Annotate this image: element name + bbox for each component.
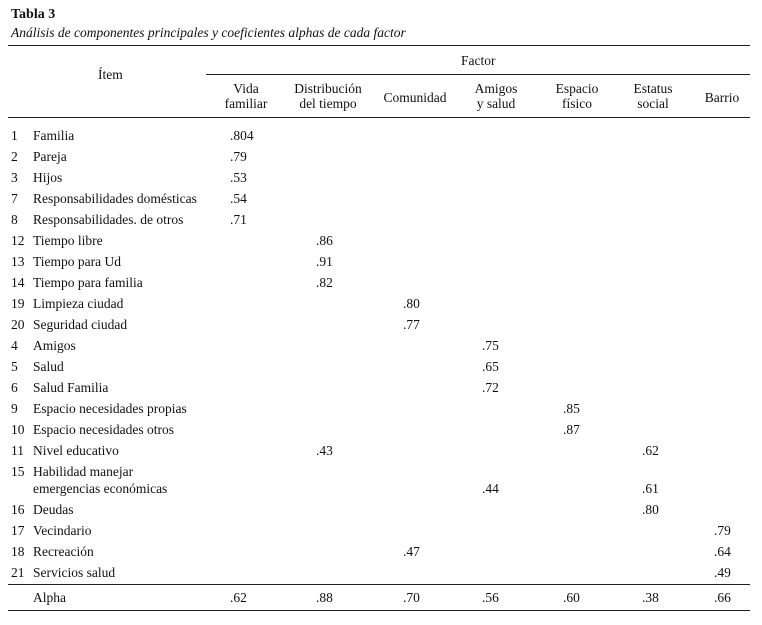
alpha-value: .88 bbox=[316, 590, 333, 605]
row-number: 14 bbox=[11, 275, 25, 290]
row-label: Salud bbox=[33, 359, 64, 374]
table-cell: .43 bbox=[316, 443, 333, 458]
table-cell: .804 bbox=[230, 128, 254, 143]
column-header: Estatus bbox=[633, 81, 673, 96]
row-number: 16 bbox=[11, 502, 25, 517]
table-cell: .65 bbox=[482, 359, 499, 374]
table-cell: .54 bbox=[230, 191, 247, 206]
row-label: Salud Familia bbox=[33, 380, 109, 395]
column-header: social bbox=[637, 96, 669, 111]
row-number: 1 bbox=[11, 128, 18, 143]
table-cell: .71 bbox=[230, 212, 247, 227]
table-cell: .47 bbox=[403, 544, 420, 559]
table-cell: .72 bbox=[482, 380, 499, 395]
row-label: Responsabilidades. de otros bbox=[33, 212, 184, 227]
table-cell: .82 bbox=[316, 275, 333, 290]
alpha-value: .38 bbox=[642, 590, 659, 605]
row-label: Amigos bbox=[33, 338, 76, 353]
table-cell: .44 bbox=[482, 481, 499, 496]
table-cell: .91 bbox=[316, 254, 333, 269]
column-header: Vida bbox=[233, 81, 259, 96]
table-cell: .79 bbox=[230, 149, 247, 164]
row-label: Deudas bbox=[33, 502, 74, 517]
row-label: emergencias económicas bbox=[33, 481, 168, 496]
table-cell: .61 bbox=[642, 481, 659, 496]
row-number: 9 bbox=[11, 401, 18, 416]
alpha-value: .62 bbox=[230, 590, 247, 605]
header-rule bbox=[8, 117, 750, 118]
table-cell: .53 bbox=[230, 170, 247, 185]
column-header: Amigos bbox=[474, 81, 518, 96]
row-label: Familia bbox=[33, 128, 75, 143]
bottom-rule bbox=[8, 610, 750, 611]
row-number: 8 bbox=[11, 212, 18, 227]
row-number: 3 bbox=[11, 170, 18, 185]
table-cell: .80 bbox=[403, 296, 420, 311]
row-label: Habilidad manejar bbox=[33, 464, 134, 479]
row-number: 12 bbox=[11, 233, 25, 248]
factor-header: Factor bbox=[461, 53, 496, 68]
table-cell: .86 bbox=[316, 233, 333, 248]
column-header: físico bbox=[562, 96, 592, 111]
column-header: Espacio bbox=[555, 81, 599, 96]
row-label: Hijos bbox=[33, 170, 63, 185]
item-header: Ítem bbox=[98, 67, 123, 82]
row-number: 15 bbox=[11, 464, 25, 479]
alpha-value: .56 bbox=[482, 590, 499, 605]
table-subtitle: Análisis de componentes principales y coeficientes alphas de cada factor bbox=[11, 25, 406, 40]
row-label: Tiempo libre bbox=[33, 233, 103, 248]
row-label: Tiempo para Ud bbox=[33, 254, 121, 269]
table-cell: .79 bbox=[714, 523, 731, 538]
row-label: Servicios salud bbox=[33, 565, 116, 580]
column-header: familiar bbox=[224, 96, 268, 111]
table-cell: .64 bbox=[714, 544, 731, 559]
row-number: 20 bbox=[11, 317, 25, 332]
alpha-value: .60 bbox=[563, 590, 580, 605]
row-number: 13 bbox=[11, 254, 25, 269]
table-cell: .75 bbox=[482, 338, 499, 353]
row-label: Limpieza ciudad bbox=[33, 296, 124, 311]
row-label: Recreación bbox=[33, 544, 94, 559]
alpha-rule bbox=[8, 584, 750, 585]
table-cell: .80 bbox=[642, 502, 659, 517]
top-rule bbox=[8, 45, 750, 46]
row-label: Responsabilidades domésticas bbox=[33, 191, 197, 206]
table-cell: .77 bbox=[403, 317, 420, 332]
row-number: 5 bbox=[11, 359, 18, 374]
row-number: 11 bbox=[11, 443, 24, 458]
row-label: Tiempo para familia bbox=[33, 275, 143, 290]
table-cell: .49 bbox=[714, 565, 731, 580]
alpha-label: Alpha bbox=[33, 590, 66, 605]
row-label: Pareja bbox=[33, 149, 67, 164]
table-cell: .87 bbox=[563, 422, 580, 437]
row-number: 18 bbox=[11, 544, 25, 559]
column-header: del tiempo bbox=[299, 96, 357, 111]
row-number: 2 bbox=[11, 149, 18, 164]
row-label: Vecindario bbox=[33, 523, 92, 538]
column-header: Distribución bbox=[294, 81, 362, 96]
row-label: Seguridad ciudad bbox=[33, 317, 128, 332]
row-label: Espacio necesidades propias bbox=[33, 401, 187, 416]
row-number: 4 bbox=[11, 338, 18, 353]
factor-rule bbox=[206, 74, 750, 75]
table-cell: .62 bbox=[642, 443, 659, 458]
row-number: 19 bbox=[11, 296, 25, 311]
column-header: Barrio bbox=[704, 90, 740, 105]
table-cell: .85 bbox=[563, 401, 580, 416]
column-header: Comunidad bbox=[383, 90, 447, 105]
row-number: 7 bbox=[11, 191, 18, 206]
alpha-value: .70 bbox=[403, 590, 420, 605]
row-label: Espacio necesidades otros bbox=[33, 422, 174, 437]
alpha-value: .66 bbox=[714, 590, 731, 605]
row-number: 17 bbox=[11, 523, 25, 538]
row-label: Nivel educativo bbox=[33, 443, 119, 458]
row-number: 10 bbox=[11, 422, 25, 437]
row-number: 6 bbox=[11, 380, 18, 395]
column-header: y salud bbox=[476, 96, 516, 111]
row-number: 21 bbox=[11, 565, 25, 580]
table-title: Tabla 3 bbox=[11, 7, 56, 22]
